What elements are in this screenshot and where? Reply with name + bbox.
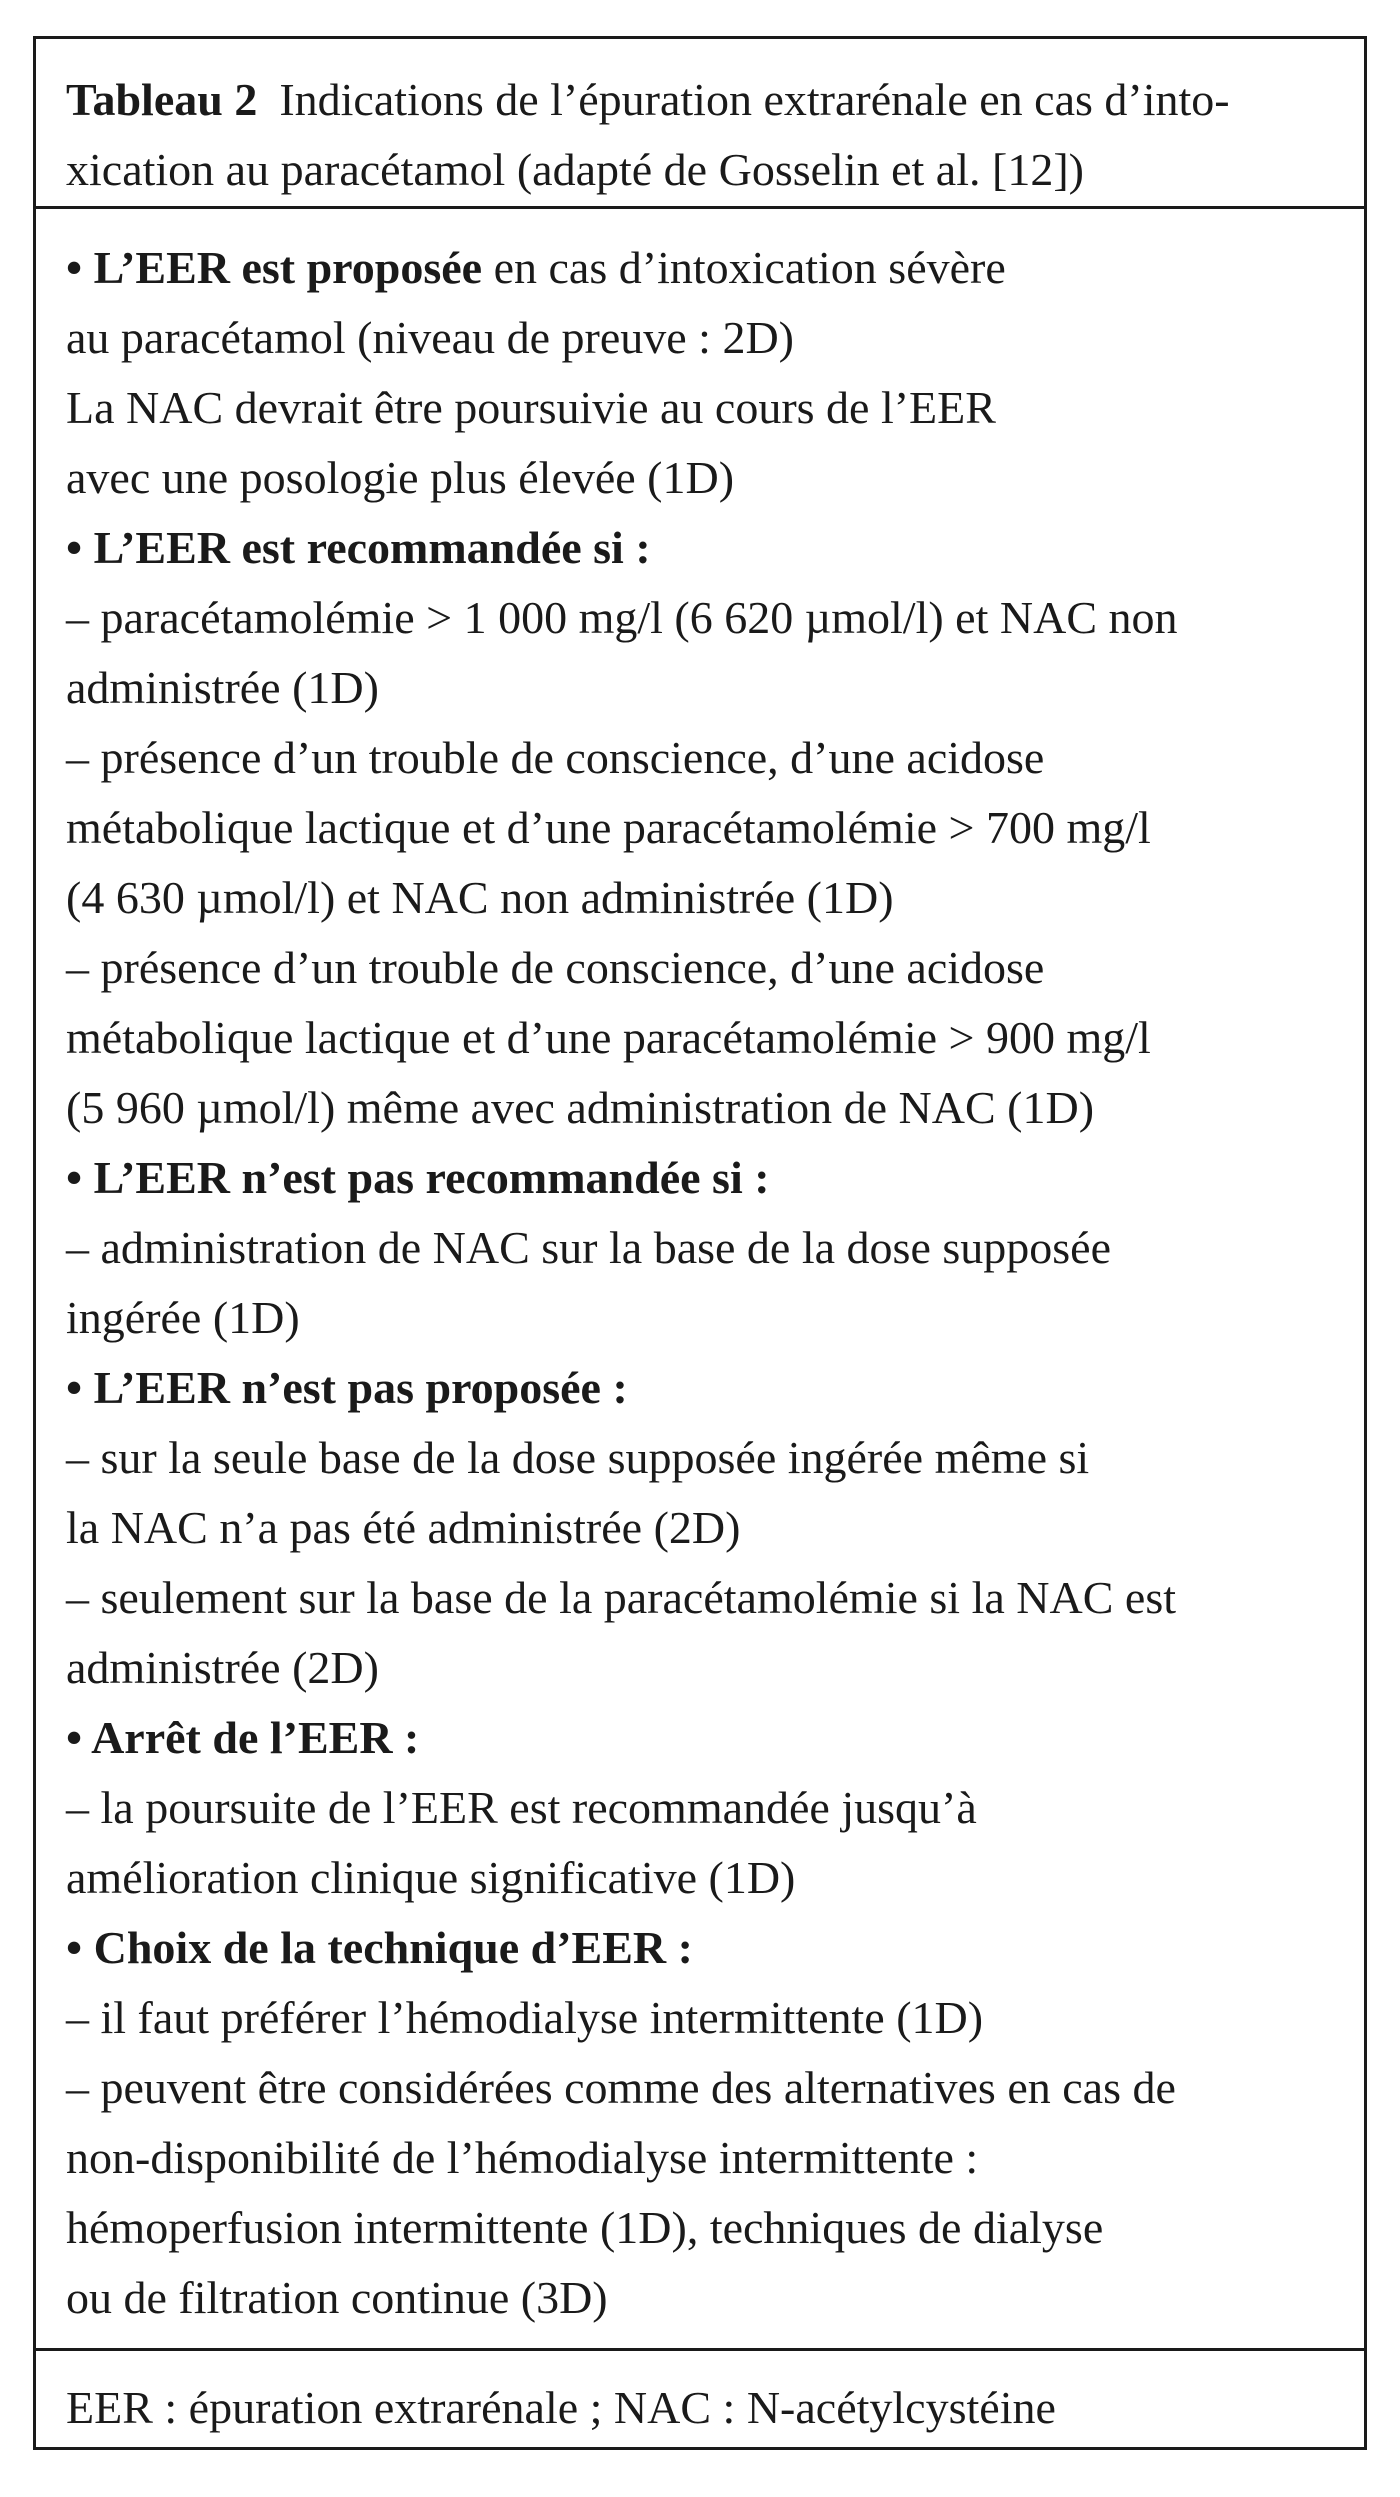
body-line <box>66 443 1334 513</box>
bold-lead: • L’EER est proposée <box>66 242 483 293</box>
body-line <box>66 303 1334 373</box>
table-frame <box>33 36 1367 2450</box>
body-line <box>66 2053 1334 2123</box>
body-line <box>66 2193 1334 2263</box>
body-line <box>66 1423 1334 1493</box>
caption-title-part-1: Indications de l’épuration extrarénale en cas d’into- <box>279 74 1230 125</box>
body-line <box>66 1213 1334 1283</box>
section-heading: • L’EER est recommandée si : <box>66 522 651 573</box>
body-line <box>66 1563 1334 1633</box>
body-line <box>66 2123 1334 2193</box>
body-line <box>66 1493 1334 1563</box>
table-label: Tableau 2 <box>66 74 258 125</box>
line-text: métabolique lactique et d’une paracétamolémie > 900 mg/l <box>66 1012 1151 1063</box>
caption-line-2: xication au paracétamol (adapté de Gosselin et al. [12]) <box>66 144 1084 195</box>
body-line <box>66 373 1334 443</box>
table-caption <box>36 39 1364 209</box>
section-heading: • L’EER n’est pas proposée : <box>66 1362 628 1413</box>
body-line <box>66 1983 1334 2053</box>
body-line <box>66 1003 1334 1073</box>
line-text: – paracétamolémie > 1 000 mg/l (6 620 µmol/l) et NAC non <box>66 592 1178 643</box>
caption-line-1 <box>66 65 1334 135</box>
section-heading: • Choix de la technique d’EER : <box>66 1922 693 1973</box>
line-text: métabolique lactique et d’une paracétamolémie > 700 mg/l <box>66 802 1151 853</box>
line-text: – sur la seule base de la dose supposée ingérée même si <box>66 1432 1090 1483</box>
table-footnote: EER : épuration extrarénale ; NAC : N-acétylcystéine <box>66 2382 1056 2433</box>
line-text: (4 630 µmol/l) et NAC non administrée (1D) <box>66 872 894 923</box>
line-text: amélioration clinique significative (1D) <box>66 1852 796 1903</box>
body-line <box>66 793 1334 863</box>
body-line <box>66 1633 1334 1703</box>
table-body <box>36 209 1364 2351</box>
line-text: La NAC devrait être poursuivie au cours de l’EER <box>66 382 996 433</box>
line-text: ou de filtration continue (3D) <box>66 2272 608 2323</box>
body-line <box>66 583 1334 653</box>
body-line <box>66 1843 1334 1913</box>
line-text: la NAC n’a pas été administrée (2D) <box>66 1502 741 1553</box>
line-text: non-disponibilité de l’hémodialyse intermittente : <box>66 2132 979 2183</box>
line-text: administrée (1D) <box>66 662 379 713</box>
body-line <box>66 1283 1334 1353</box>
body-line <box>66 723 1334 793</box>
line-text: en cas d’intoxication sévère <box>482 242 1006 293</box>
line-text: avec une posologie plus élevée (1D) <box>66 452 735 503</box>
section-heading: • Arrêt de l’EER : <box>66 1712 420 1763</box>
body-line <box>66 863 1334 933</box>
body-line <box>66 1773 1334 1843</box>
line-text: au paracétamol (niveau de preuve : 2D) <box>66 312 794 363</box>
line-text: – peuvent être considérées comme des alternatives en cas de <box>66 2062 1176 2113</box>
line-text: ingérée (1D) <box>66 1292 300 1343</box>
line-text: – administration de NAC sur la base de la dose supposée <box>66 1222 1111 1273</box>
line-text: – présence d’un trouble de conscience, d’une acidose <box>66 732 1045 783</box>
line-text: – présence d’un trouble de conscience, d’une acidose <box>66 942 1045 993</box>
line-text: – seulement sur la base de la paracétamolémie si la NAC est <box>66 1572 1176 1623</box>
body-line <box>66 233 1334 303</box>
line-text: (5 960 µmol/l) même avec administration de NAC (1D) <box>66 1082 1095 1133</box>
line-text: hémoperfusion intermittente (1D), techniques de dialyse <box>66 2202 1104 2253</box>
body-line <box>66 933 1334 1003</box>
line-text: – il faut préférer l’hémodialyse intermittente (1D) <box>66 1992 984 2043</box>
body-line <box>66 653 1334 723</box>
body-line <box>66 1073 1334 1143</box>
section-heading: • L’EER n’est pas recommandée si : <box>66 1152 770 1203</box>
body-line <box>66 2263 1334 2333</box>
line-text: administrée (2D) <box>66 1642 379 1693</box>
line-text: – la poursuite de l’EER est recommandée jusqu’à <box>66 1782 977 1833</box>
